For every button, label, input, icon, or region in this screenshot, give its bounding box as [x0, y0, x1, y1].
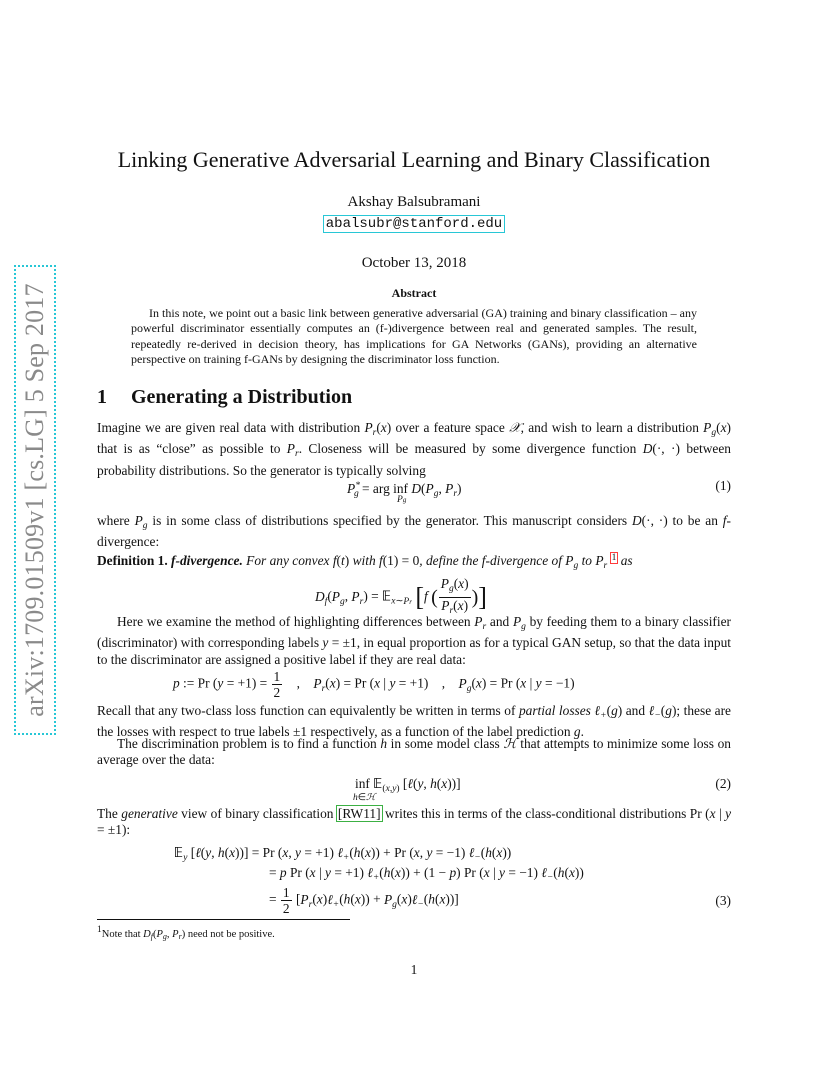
text: and [622, 703, 649, 718]
equation-1: $P^*_g$ = arg inf $D(P_g$, $P_r$) Pg (1) [347, 478, 731, 505]
text: by feeding them to a binary classifier (discriminator) with corresponding labels [97, 614, 732, 651]
text: view of binary classification [177, 806, 337, 821]
text: , define the [419, 553, 482, 568]
paragraph-1: Imagine we are given real data with distribution $P_r(x)$ over a feature space 𝒳, and wish to learn a distribution $P_g(x)$ that is as “close” as possible to $P_r$. Closeness will be measured by some divergence function D(·, ·) between probability distributions. So the generator is typically solving [97, 420, 731, 478]
text: is in some class of distributions specified by the generator. This manuscript considers [147, 513, 632, 528]
text: where [97, 513, 135, 528]
text: between probability distributions. So the generator is typically solving [97, 441, 731, 478]
section-title: Generating a Distribution [131, 386, 353, 408]
text: Imagine we are given real data with distribution [97, 420, 365, 435]
text: The [97, 806, 122, 821]
equation-number: (2) [715, 776, 731, 791]
paper-date: October 13, 2018 [361, 255, 467, 271]
text: , in equal proportion as for a typical GAN setup, so that the data input to the discriminator are assigned a positive label if they are real data: [97, 635, 732, 667]
citation-link[interactable]: [RW11] [337, 806, 381, 821]
paper-title: Linking Generative Adversarial Learning and Binary Classification [117, 147, 711, 172]
section-number: 1 [97, 386, 107, 408]
text: over a feature space [391, 420, 510, 435]
definition-label: Definition 1. [97, 553, 168, 568]
arxiv-identifier[interactable]: arXiv:1709.01509v1 [cs.LG] 5 Sep 2017 [20, 283, 49, 717]
page-number: 1 [410, 962, 418, 977]
text: to [578, 553, 596, 568]
text: that is as “close” as possible to [97, 441, 287, 457]
author-email-link[interactable]: abalsubr@stanford.edu [325, 216, 503, 232]
section-heading [97, 384, 352, 410]
paragraph-4: Recall that any two-class loss function can equivalently be written in terms of partial losses ℓ$_+$(g) and ℓ$_-$(g); these are the losses with respect to true labels ±1 respectively, as a function of the label prediction g. [97, 703, 732, 740]
text: that attempts to minimize some loss on average over the data: [97, 736, 731, 768]
footnote-link[interactable]: 1 [611, 553, 617, 563]
abstract-body: In this note, we point out a basic link between generative adversarial (GA) training and binary classification – any powerful discriminator essentially computes an (f-)divergence between real and generated samples. The result, repeatedly re-derived in decision theory, has implications for GA Networks (GANs), providing an alternative perspective on training f-GANs by designing the discriminator loss function. [131, 305, 697, 366]
paragraph-2: where $P_g$ is in some class of distributions specified by the generator. This manuscript considers D(·, ·) to be an f-divergence: [97, 513, 731, 550]
paragraph-6: The generative view of binary classification [RW11] writes this in terms of the class-conditional distributions Pr (x | y = ±1): [97, 806, 732, 838]
equation-3: 𝔼$_y$ [ℓ(y, h(x))] = Pr (x, y = +1) ℓ$_+$(h(x)) + Pr (x, y = −1) ℓ$_-$(h(x)) = p Pr (x | y = +1) ℓ$_+$(h(x)) + (1 − p) Pr (x | y = −1) ℓ$_-$(h(x)) = $\frac{1}{2}$ [$P_r(x)\ell_+(h(x))$ + $P_g(x)\ell_-(h(x))$] (3) [174, 845, 731, 916]
text: Here we examine the method of highlighting differences between [117, 614, 475, 629]
footnote-1: 1Note that Df(Pg, Pr) need not be positive. [97, 925, 275, 941]
paragraph-3: Here we examine the method of highlighting differences between $P_r$ and $P_g$ by feeding them to a binary classifier (discriminator) with corresponding labels y = ±1, in equal proportion as for a typical GAN setup, so that the data input to the discriminator are assigned a positive label if they are real data: [97, 614, 732, 667]
text: . Closeness will be measured by some divergence function [298, 441, 643, 457]
definition-name: -divergence. [175, 553, 243, 568]
emphasis: generative [121, 806, 178, 821]
footnote-rule [97, 919, 350, 920]
label-proportion-equation: p := Pr (y = +1) = $\frac{1}{2}$ , $P_r(x) = Pr$ (x | y = +1) , $P_g(x) = Pr$ (x | y = −1) [173, 669, 575, 700]
text: The discrimination problem is to find a function [117, 736, 381, 751]
text: -divergence of [485, 553, 566, 568]
text: as [617, 553, 633, 568]
abstract [131, 286, 697, 368]
footnote-mark: 1 [97, 925, 102, 935]
equation-2: inf 𝔼$_{(x,y)}$ [ℓ(y, h(x))] h∈ℋ (2) [353, 776, 731, 803]
text: and [486, 614, 513, 629]
title-block [97, 146, 731, 273]
equation-number: (1) [715, 478, 731, 493]
text: , and wish to learn a distribution [520, 420, 704, 435]
text: Recall that any two-class loss function can equivalently be written in terms of [97, 703, 519, 718]
text: -divergence: [97, 513, 731, 550]
text: need not be positive. [185, 929, 275, 940]
arxiv-stamp[interactable] [14, 265, 56, 735]
author-name: Akshay Balsubramani [347, 194, 481, 210]
definition-equation: $D_f(P_g$, $P_r$) = 𝔼$_{x\sim Pr}$ [f ( $\frac{P_g(x)}{P_r(x)}$ )] [315, 576, 487, 616]
definition-1: Definition 1. f-divergence. For any convex f(t) with f(1) = 0, define the f-divergence of $P_g$ to $P_r$ $^1$ as [97, 553, 633, 571]
abstract-heading: Abstract [391, 286, 437, 300]
text: in some model class [387, 736, 504, 751]
equation-number: (3) [715, 893, 731, 908]
text: with [349, 553, 379, 568]
text: . [580, 724, 584, 740]
paragraph-5: The discrimination problem is to find a function h in some model class ℋ that attempts to minimize some loss on average over the data: [97, 736, 731, 768]
text: ; these are the losses with respect to true labels ±1 respectively, as a function of the label prediction [97, 703, 732, 740]
text: to be an [667, 513, 723, 528]
emphasis: partial losses [518, 703, 591, 718]
text: Note that [101, 929, 144, 940]
text: writes this in terms of the class-conditional distributions [381, 806, 690, 821]
text: For any convex [246, 553, 333, 568]
